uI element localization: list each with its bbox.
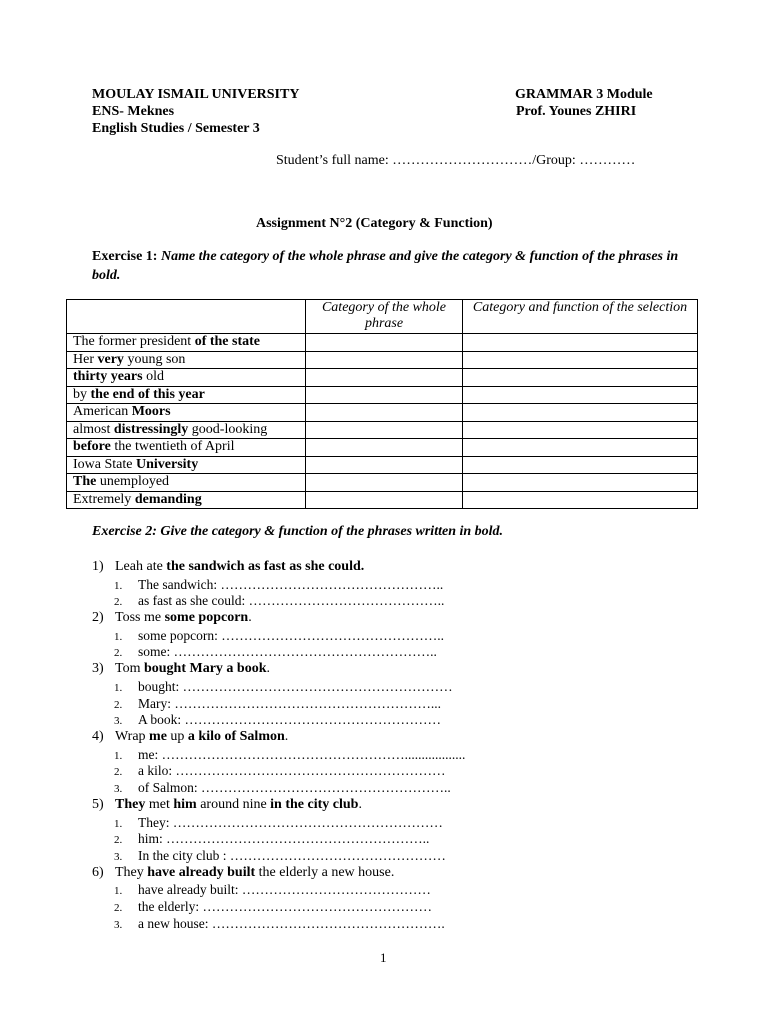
answer-item[interactable] xyxy=(114,848,446,865)
category-answer-cell[interactable] xyxy=(306,439,463,457)
question-text: . xyxy=(248,610,252,626)
answer-item-number: 2. xyxy=(114,698,123,711)
university-name: MOULAY ISMAIL UNIVERSITY xyxy=(92,87,300,102)
question xyxy=(92,728,288,745)
phrase-bold-segment: distressingly xyxy=(113,421,189,437)
question xyxy=(92,609,252,626)
table-row xyxy=(67,491,698,509)
phrase-cell xyxy=(67,334,306,352)
phrase-segment: Iowa State xyxy=(73,456,136,472)
answer-item-text: a new house: ……………………………………………. xyxy=(138,916,445,931)
question xyxy=(92,796,362,813)
table-header-category: Category of the whole phrase xyxy=(306,300,463,334)
answer-item[interactable] xyxy=(114,628,444,645)
phrase-segment: good-looking xyxy=(188,421,268,437)
answer-item-text: bought: …………………………………………………… xyxy=(138,678,453,694)
function-answer-cell[interactable] xyxy=(463,386,698,404)
question-text: around nine xyxy=(196,797,271,812)
answer-item[interactable] xyxy=(114,593,444,610)
answer-item[interactable] xyxy=(114,747,465,764)
question-text: . xyxy=(358,797,362,812)
question-text: the elderly a new house. xyxy=(255,864,395,880)
answer-item-text: have already built: …………………………………… xyxy=(138,882,431,898)
phrase-cell xyxy=(67,421,306,439)
answer-item-number: 1. xyxy=(114,579,123,592)
phrase-cell xyxy=(67,386,306,404)
answer-item-number: 3. xyxy=(114,715,123,728)
exercise2-title: Exercise 2: Give the category & function of the phrases written in bold. xyxy=(92,524,504,539)
header-left xyxy=(92,86,299,137)
table-row xyxy=(67,456,698,474)
answer-item-text: a kilo: …………………………………………………… xyxy=(138,763,446,779)
function-answer-cell[interactable] xyxy=(463,334,698,352)
phrase-segment: The former president xyxy=(73,334,195,349)
question-bold-text: They xyxy=(115,797,146,812)
phrase-segment: young son xyxy=(123,351,186,367)
answer-item-number: 3. xyxy=(114,783,123,796)
question-number: 3) xyxy=(92,661,104,677)
phrase-bold-segment: the end of this year xyxy=(90,386,205,402)
question-bold-text: me xyxy=(149,729,167,745)
answer-item[interactable] xyxy=(114,712,441,729)
question-text: Leah ate xyxy=(115,559,167,574)
answer-item-number: 2. xyxy=(114,902,123,915)
category-answer-cell[interactable] xyxy=(306,474,463,492)
phrase-cell xyxy=(67,369,306,387)
phrase-cell xyxy=(67,439,306,457)
answer-item-number: 1. xyxy=(114,885,123,898)
answer-item-number: 2. xyxy=(114,766,123,779)
table-row xyxy=(67,404,698,422)
question xyxy=(92,660,270,677)
answer-item-text: him: ………………………………………………….. xyxy=(138,831,430,847)
exercise1-instruction xyxy=(92,247,702,285)
exercise1-text: Name the category of the whole phrase and give the category & function of the phrases in bold. xyxy=(92,249,679,283)
question-bold-text: him xyxy=(173,797,197,812)
table-body xyxy=(67,334,698,509)
phrase-segment: almost xyxy=(73,421,114,437)
phrase-cell xyxy=(67,351,306,369)
student-name-line: Student’s full name: …………………………/Group: ………… xyxy=(276,153,636,168)
phrase-bold-segment: of the state xyxy=(194,334,260,349)
answer-item[interactable] xyxy=(114,644,437,661)
question-number: 1) xyxy=(92,559,104,574)
phrase-bold-segment: demanding xyxy=(134,491,202,507)
module-name: GRAMMAR 3 Module xyxy=(515,87,653,102)
question-text: met xyxy=(145,797,174,812)
table-row xyxy=(67,351,698,369)
answer-item[interactable] xyxy=(114,815,443,832)
question-bold-text: the sandwich as fast as she could. xyxy=(166,559,365,574)
header-right xyxy=(515,86,653,120)
question-number: 2) xyxy=(92,610,104,626)
category-answer-cell[interactable] xyxy=(306,369,463,387)
answer-item-number: 2. xyxy=(114,596,123,609)
answer-item[interactable] xyxy=(114,831,429,848)
phrase-cell xyxy=(67,404,306,422)
phrase-bold-segment: very xyxy=(97,351,124,367)
answer-item[interactable] xyxy=(114,899,432,916)
function-answer-cell[interactable] xyxy=(463,456,698,474)
question-bold-text: have already built xyxy=(147,864,256,880)
professor-name: Prof. Younes ZHIRI xyxy=(516,104,637,119)
function-answer-cell[interactable] xyxy=(463,439,698,457)
answer-item-text: Mary: …………………………………………………... xyxy=(138,695,441,711)
answer-item-text: The sandwich: ………………………………………….. xyxy=(138,576,444,592)
exercise1-label: Exercise 1: xyxy=(92,249,158,264)
table-row xyxy=(67,369,698,387)
question xyxy=(92,558,364,575)
category-answer-cell[interactable] xyxy=(306,386,463,404)
answer-item-number: 3. xyxy=(114,851,123,864)
answer-item-number: 1. xyxy=(114,681,123,694)
answer-item-number: 1. xyxy=(114,630,123,643)
answer-item-text: me: ……………………………………………….................. xyxy=(138,746,466,762)
phrase-segment: Her xyxy=(73,351,98,367)
exercise1-table xyxy=(66,299,698,509)
page-number: 1 xyxy=(380,950,387,965)
answer-item-text: some: ………………………………………………….. xyxy=(138,644,437,660)
answer-item-number: 3. xyxy=(114,919,123,931)
question-bold-text: a kilo of Salmon xyxy=(187,729,285,745)
table-row xyxy=(67,439,698,457)
category-answer-cell[interactable] xyxy=(306,334,463,352)
answer-item-number: 2. xyxy=(114,834,123,847)
phrase-cell xyxy=(67,491,306,509)
category-answer-cell[interactable] xyxy=(306,421,463,439)
program-name: English Studies / Semester 3 xyxy=(92,121,260,136)
answer-item[interactable] xyxy=(114,916,445,933)
question-text: They xyxy=(115,864,148,880)
question-text: . xyxy=(266,661,270,677)
question-bold-text: some popcorn xyxy=(164,610,249,626)
function-answer-cell[interactable] xyxy=(463,369,698,387)
answer-item-text: In the city club : ………………………………………… xyxy=(138,848,446,864)
answer-item-number: 2. xyxy=(114,647,123,660)
phrase-segment: the twentieth of April xyxy=(110,439,235,454)
function-answer-cell[interactable] xyxy=(463,351,698,369)
answer-item-text: of Salmon: ……………………………………………….. xyxy=(138,780,451,796)
table-header-phrase xyxy=(67,300,306,334)
answer-item-text: the elderly: …………………………………………… xyxy=(138,899,432,915)
category-answer-cell[interactable] xyxy=(306,491,463,509)
table-row xyxy=(67,421,698,439)
table-row xyxy=(67,386,698,404)
function-answer-cell[interactable] xyxy=(463,421,698,439)
table-header-row xyxy=(67,300,698,334)
question-text: Tom xyxy=(115,661,144,677)
answer-item-text: A book: ………………………………………………… xyxy=(138,712,442,728)
answer-item-text: some popcorn: ………………………………………….. xyxy=(138,627,444,643)
phrase-bold-segment: Moors xyxy=(131,404,171,419)
question-bold-text: in the city club xyxy=(270,797,359,812)
question-number: 4) xyxy=(92,729,104,745)
answer-item[interactable] xyxy=(114,882,431,899)
phrase-bold-segment: before xyxy=(73,439,111,454)
category-answer-cell[interactable] xyxy=(306,351,463,369)
answer-item-text: They: …………………………………………………… xyxy=(138,814,443,830)
function-answer-cell[interactable] xyxy=(463,491,698,509)
phrase-segment: Extremely xyxy=(73,491,135,507)
table-row xyxy=(67,474,698,492)
phrase-segment: by xyxy=(73,386,91,402)
school-name: ENS- Meknes xyxy=(92,104,175,119)
category-answer-cell[interactable] xyxy=(306,456,463,474)
question-text: Toss me xyxy=(115,610,165,626)
phrase-segment: unemployed xyxy=(96,474,170,489)
question-number: 6) xyxy=(92,864,104,880)
question-number: 5) xyxy=(92,797,104,812)
function-answer-cell[interactable] xyxy=(463,404,698,422)
category-answer-cell[interactable] xyxy=(306,404,463,422)
phrase-bold-segment: thirty years xyxy=(73,369,143,384)
table-row xyxy=(67,334,698,352)
table-header-function: Category and function of the selection xyxy=(463,300,698,334)
question xyxy=(92,864,394,881)
answer-item[interactable] xyxy=(114,679,453,696)
question-text: up xyxy=(166,729,188,745)
phrase-bold-segment: The xyxy=(73,474,97,489)
answer-item-text: as fast as she could: …………………………………….. xyxy=(138,593,445,609)
answer-item-number: 1. xyxy=(114,817,123,830)
answer-item[interactable] xyxy=(114,696,441,713)
assignment-title: Assignment N°2 (Category & Function) xyxy=(256,216,493,231)
phrase-cell xyxy=(67,474,306,492)
answer-item[interactable] xyxy=(114,780,451,797)
function-answer-cell[interactable] xyxy=(463,474,698,492)
question-text: . xyxy=(284,729,289,745)
phrase-segment: American xyxy=(73,404,132,419)
phrase-cell xyxy=(67,456,306,474)
phrase-segment: old xyxy=(142,369,164,384)
question-text: Wrap xyxy=(115,729,150,745)
answer-item[interactable] xyxy=(114,763,446,780)
phrase-bold-segment: University xyxy=(135,456,199,472)
answer-item[interactable] xyxy=(114,577,443,594)
answer-item-number: 1. xyxy=(114,749,123,762)
question-bold-text: bought Mary a book xyxy=(143,661,267,677)
